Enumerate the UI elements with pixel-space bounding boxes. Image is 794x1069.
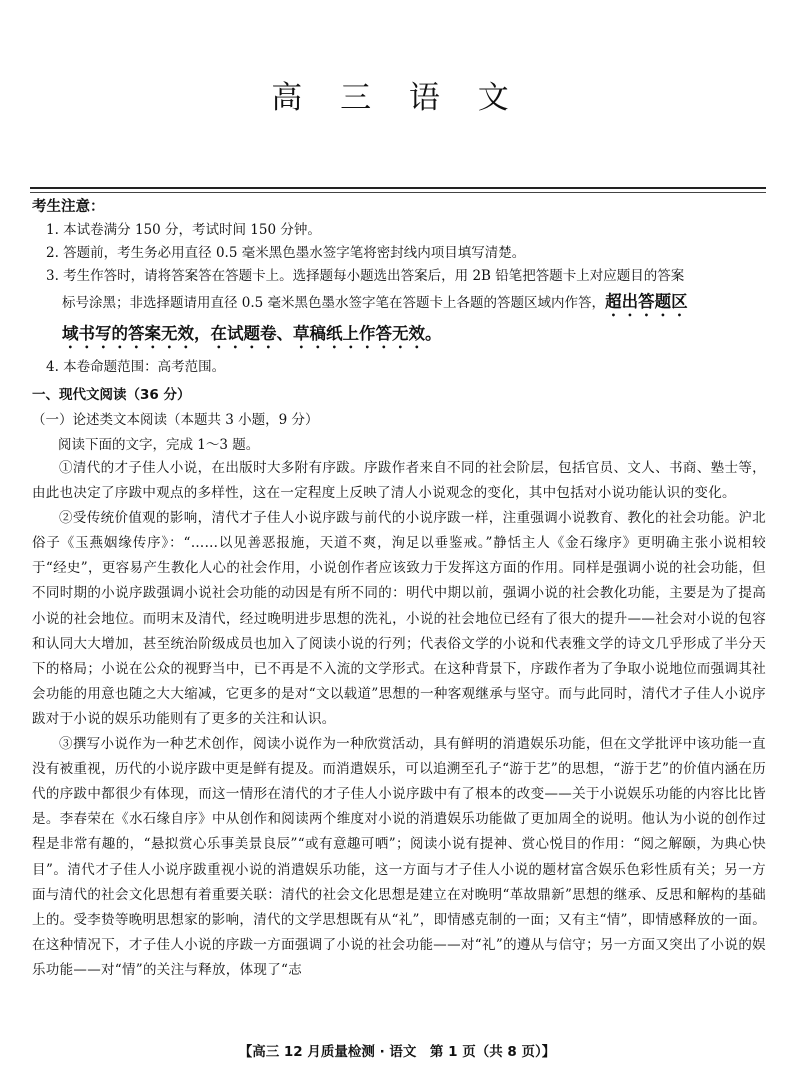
notice-emphasis-a: 超出答题区 [605, 292, 688, 311]
passage-paragraph-2: ②受传统价值观的影响，清代才子佳人小说序跋与前代的小说序跋一样，注重强调小说教育、教化的社会功能。沪北俗子《玉燕姻缘传序》：“……以见善恶报施，天道不爽，洵足以垂鉴戒。”静恬主人《金石缘序》更明确主张小说相较于“经史”，更容易产生教化人心的社会作用，小说创作者应该致力于发挥这方面的作用。同样是强调小说的社会功能，但不同时期的小说序跋强调小说社会功能的动因是有所不同的：明代中期以前，强调小说的社会教化功能，主要是为了提高小说的社会地位。而明末及清代，经过晚明进步思想的洗礼，小说的社会地位已经有了很大的提升——社会对小说的包容和认同大大增加，甚至统治阶级成员也加入了阅读小说的行列；代表俗文学的小说和代表雅文学的诗文几乎形成了半分天下的格局；小说在公众的视野当中，已不再是不入流的文学形式。在这种背景下，序跋作者为了争取小说地位而强调其社会功能的用意也随之大大缩减，它更多的是对“文以载道”思想的一种客观继承与坚守。而与此同时，清代才子佳人小说序跋对于小说的娱乐功能则有了更多的关注和认识。 [32, 510, 766, 727]
notice-emphasis-b: 域书写的答案无效，在试题卷、草稿纸上作答无效。 [62, 324, 442, 343]
notice-item-4: 4. 本卷命题范围：高考范围。 [46, 359, 226, 375]
section-title: 一、现代文阅读（36 分） [32, 387, 191, 403]
notice-item-2: 2. 答题前，考生务必用直径 0.5 毫米黑色墨水签字笔将密封线内项目填写清楚。 [46, 245, 526, 261]
passage-paragraph-3: ③撰写小说作为一种艺术创作，阅读小说作为一种欣赏活动，具有鲜明的消遣娱乐功能，但在文学批评中该功能一直没有被重视，历代的小说序跋中更是鲜有提及。而消遣娱乐，可以追溯至孔子“游于艺”的思想，“游于艺”的价值内涵在历代的序跋中都很少有体现，而这一情形在清代的才子佳人小说序跋中有了根本的改变——关于小说娱乐功能的内容比比皆是。李春荣在《水石缘自序》中从创作和阅读两个维度对小说的消遣娱乐功能做了更加周全的说明。他认为小说的创作过程是非常有趣的，“悬拟赏心乐事美景良辰”“或有意趣可哂”；阅读小说有提神、赏心悦目的作用：“阅之解颐，为典心快目”。清代才子佳人小说序跋重视小说的消遣娱乐功能，这一方面与才子佳人小说的题材富含娱乐色彩性质有关；另一方面与清代的社会文化思想有着重要关联：清代的社会文化思想是建立在对晚明“革故鼎新”思想的继承、反思和解构的基础上的。受李贽等晚明思想家的影响，清代的文学思想既有从“礼”，即情感克制的一面；又有主“情”，即情感释放的一面。在这种情况下，才子佳人小说的序跋一方面强调了小说的社会功能——对“礼”的遵从与信守；另一方面又突出了小说的娱乐功能——对“情”的关注与释放，体现了“志 [32, 736, 766, 978]
reading-passage [32, 456, 766, 983]
header-rule-thick [30, 187, 766, 189]
page-title: 高 三 语 文 [271, 80, 523, 116]
passage-paragraph-1: ①清代的才子佳人小说，在出版时大多附有序跋。序跋作者来自不同的社会阶层，包括官员、文人、书商、塾士等，由此也决定了序跋中观点的多样性，这在一定程度上反映了清人小说观念的变化，其中包括对小说功能认识的变化。 [32, 460, 766, 502]
notice-item-3-text: 3. 考生作答时，请将答案答在答题卡上。选择题每小题选出答案后，用 2B 铅笔把答题卡上对应题目的答案 [46, 268, 685, 284]
notice-item-3-cont-text: 标号涂黑；非选择题请用直径 0.5 毫米黑色墨水签字笔在答题卡上各题的答题区域内作答， [62, 295, 606, 311]
notice-item-3-emph-line [62, 320, 772, 352]
exam-notice [32, 196, 772, 379]
notice-item-1: 1. 本试卷满分 150 分，考试时间 150 分钟。 [46, 222, 321, 238]
notice-item-3-continuation [62, 288, 772, 320]
header-rule-thin [30, 192, 766, 193]
section-instruction: 阅读下面的文字，完成 1～3 题。 [58, 437, 260, 453]
section-subtitle: （一）论述类文本阅读（本题共 3 小题，9 分） [32, 412, 319, 428]
page-footer: 【高三 12 月质量检测 · 语文 第 1 页（共 8 页）】 [238, 1044, 556, 1060]
notice-item-3 [32, 265, 772, 352]
notice-heading: 考生注意： [32, 199, 105, 215]
